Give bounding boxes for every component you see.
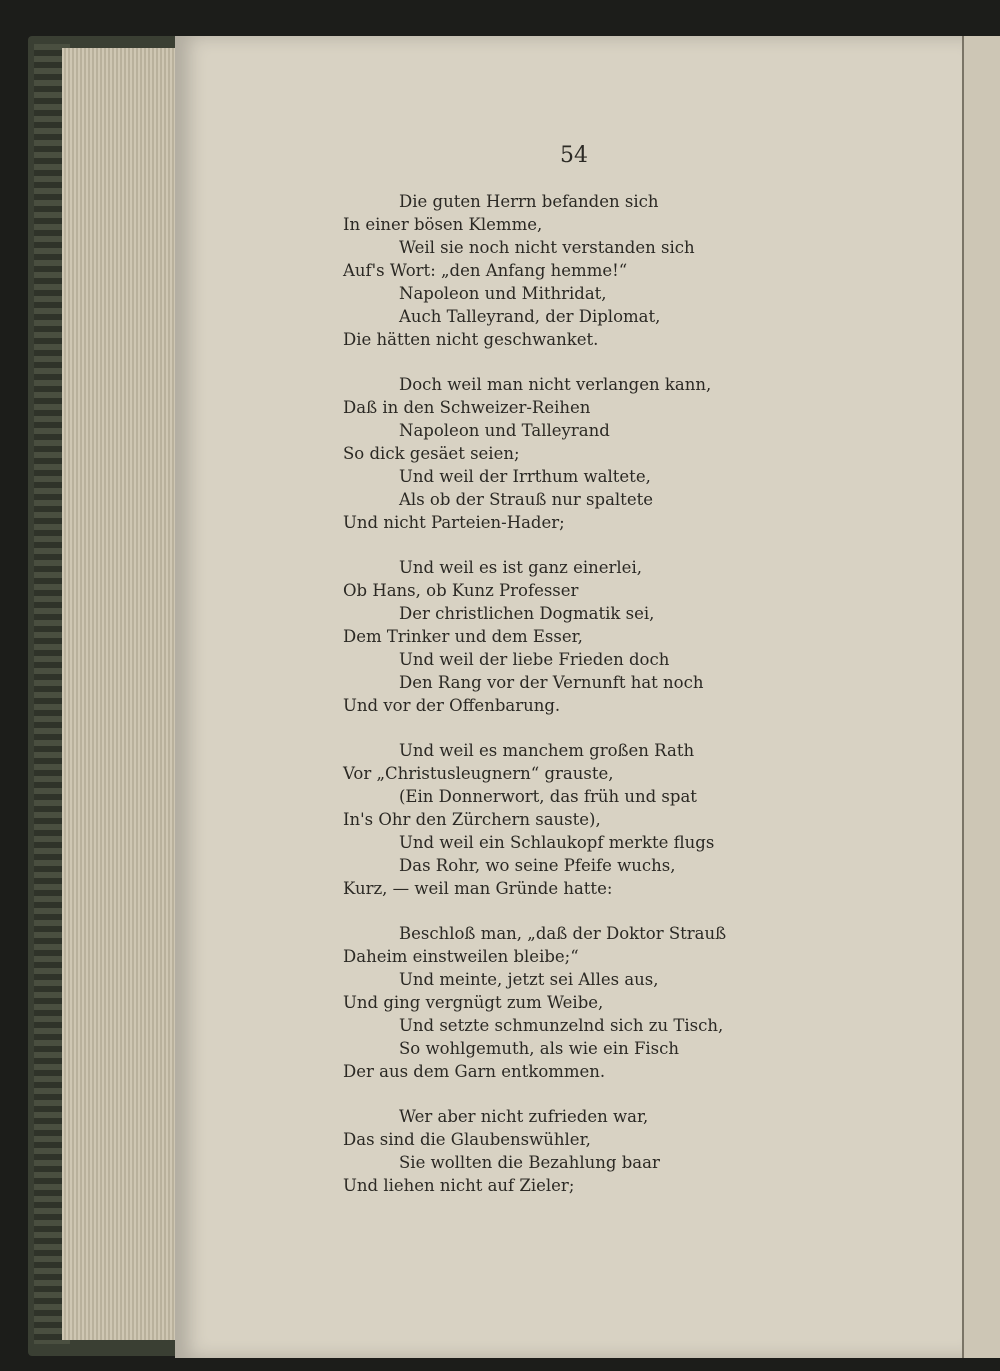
stanza: [343, 922, 773, 1083]
poem-line: So wohlgemuth, als wie ein Fisch: [399, 1039, 680, 1058]
poem-line: Als ob der Strauß nur spaltete: [399, 490, 653, 509]
page-number: 54: [560, 143, 588, 168]
stanza: [343, 739, 773, 900]
poem-line: Das Rohr, wo seine Pfeife wuchs,: [399, 856, 676, 875]
poem-line: Und setzte schmunzelnd sich zu Tisch,: [399, 1016, 724, 1035]
poem-line: Und weil ein Schlaukopf merkte flugs: [399, 833, 715, 852]
poem-line: Der christlichen Dogmatik sei,: [399, 604, 655, 623]
poem-line: Und nicht Parteien-Hader;: [343, 513, 565, 532]
poem-line: Napoleon und Talleyrand: [399, 421, 610, 440]
poem-line: Die guten Herrn befanden sich: [399, 192, 659, 211]
poem-line: Wer aber nicht zufrieden war,: [399, 1107, 649, 1126]
poem-line: Und vor der Offenbarung.: [343, 696, 561, 715]
poem-line: Auf's Wort: „den Anfang hemme!“: [343, 261, 628, 280]
poem-line: Das sind die Glaubenswühler,: [343, 1130, 591, 1149]
poem-line: Beschloß man, „daß der Doktor Strauß: [399, 924, 727, 943]
stanza: [343, 190, 773, 351]
poem-line: Und ging vergnügt zum Weibe,: [343, 993, 604, 1012]
poem-line: Ob Hans, ob Kunz Professer: [343, 581, 579, 600]
poem-line: Dem Trinker und dem Esser,: [343, 627, 583, 646]
poem-line: In einer bösen Klemme,: [343, 215, 543, 234]
poem-line: Kurz, — weil man Gründe hatte:: [343, 879, 613, 898]
poem-line: Napoleon und Mithridat,: [399, 284, 607, 303]
poem-line: Weil sie noch nicht verstanden sich: [399, 238, 695, 257]
facing-page-edge: [962, 36, 1000, 1358]
poem-line: Und weil der liebe Frieden doch: [399, 650, 670, 669]
poem-line: Und liehen nicht auf Zieler;: [343, 1176, 575, 1195]
poem-line: Daheim einstweilen bleibe;“: [343, 947, 579, 966]
stanza: [343, 1105, 773, 1197]
poem-line: Den Rang vor der Vernunft hat noch: [399, 673, 704, 692]
poem-line: In's Ohr den Zürchern sauste),: [343, 810, 601, 829]
poem-line: Doch weil man nicht verlangen kann,: [399, 375, 712, 394]
stanza: [343, 556, 773, 717]
poem-line: Sie wollten die Bezahlung baar: [399, 1153, 660, 1172]
poem-line: Der aus dem Garn entkommen.: [343, 1062, 606, 1081]
poem-line: Und meinte, jetzt sei Alles aus,: [399, 970, 659, 989]
poem-line: Und weil es manchem großen Rath: [399, 741, 695, 760]
stanza: [343, 373, 773, 534]
poem-line: Und weil es ist ganz einerlei,: [399, 558, 642, 577]
page-edges: [62, 48, 177, 1340]
poem-line: Und weil der Irrthum waltete,: [399, 467, 651, 486]
poem-line: Vor „Christusleugnern“ grauste,: [343, 764, 614, 783]
poem-line: (Ein Donnerwort, das früh und spat: [399, 787, 697, 806]
poem-text: [343, 190, 773, 1219]
poem-line: Daß in den Schweizer-Reihen: [343, 398, 591, 417]
poem-line: Die hätten nicht geschwanket.: [343, 330, 599, 349]
poem-line: Auch Talleyrand, der Diplomat,: [399, 307, 661, 326]
poem-line: So dick gesäet seien;: [343, 444, 520, 463]
